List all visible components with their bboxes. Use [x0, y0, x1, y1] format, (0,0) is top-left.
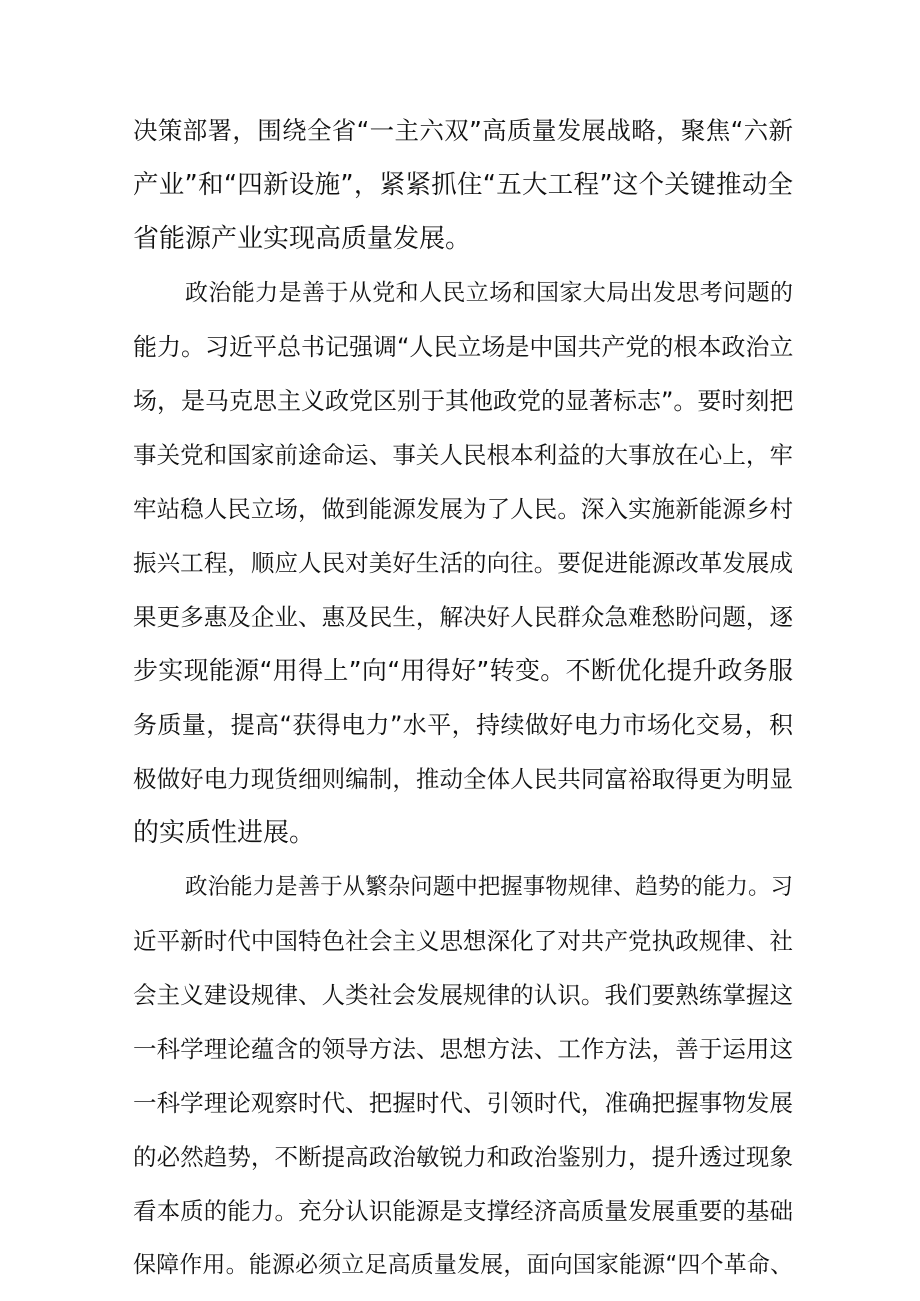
text-line: 务质量，提高“获得电力”水平，持续做好电力市场化交易，积 [133, 711, 793, 739]
text-line: 一科学理论观察时代、把握时代、引领时代，准确把握事物发展 [133, 1089, 793, 1117]
text-line: 场，是马克思主义政党区别于其他政党的显著标志”。要时刻把 [133, 387, 794, 415]
text-line: 政治能力是善于从党和人民立场和国家大局出发思考问题的 [185, 280, 793, 306]
text-line: 能力。习近平总书记强调“人民立场是中国共产党的根本政治立 [133, 333, 794, 361]
text-line: 近平新时代中国特色社会主义思想深化了对共产党执政规律、社 [133, 927, 793, 955]
text-line: 的必然趋势，不断提高政治敏锐力和政治鉴别力，提升透过现象 [133, 1143, 793, 1171]
text-line: 看本质的能力。充分认识能源是支撑经济高质量发展重要的基础 [133, 1197, 793, 1225]
text-line: 振兴工程，顺应人民对美好生活的向往。要促进能源改革发展成 [133, 549, 793, 577]
text-line: 步实现能源“用得上”向“用得好”转变。不断优化提升政务服 [133, 656, 793, 685]
text-line: 牢站稳人民立场，做到能源发展为了人民。深入实施新能源乡村 [133, 495, 793, 523]
text-line: 决策部署，围绕全省“一主六双”高质量发展战略，聚焦“六新 [133, 116, 793, 145]
text-line: 省能源产业实现高质量发展。 [133, 224, 472, 254]
text-line: 极做好电力现货细则编制，推动全体人民共同富裕取得更为明显 [133, 765, 793, 793]
text-line: 的实质性进展。 [133, 818, 316, 848]
text-line: 事关党和国家前途命运、事关人民根本利益的大事放在心上，牢 [133, 441, 793, 469]
text-line: 果更多惠及企业、惠及民生，解决好人民群众急难愁盼问题，逐 [133, 603, 793, 631]
text-line: 政治能力是善于从繁杂问题中把握事物规律、趋势的能力。习 [185, 874, 793, 900]
text-line: 一科学理论蕴含的领导方法、思想方法、工作方法，善于运用这 [133, 1035, 793, 1063]
text-line: 保障作用。能源必须立足高质量发展，面向国家能源“四个革命、 [133, 1252, 793, 1278]
text-line: 产业”和“四新设施”，紧紧抓住“五大工程”这个关键推动全 [133, 170, 793, 200]
text-line: 会主义建设规律、人类社会发展规律的认识。我们要熟练掌握这 [133, 981, 793, 1009]
